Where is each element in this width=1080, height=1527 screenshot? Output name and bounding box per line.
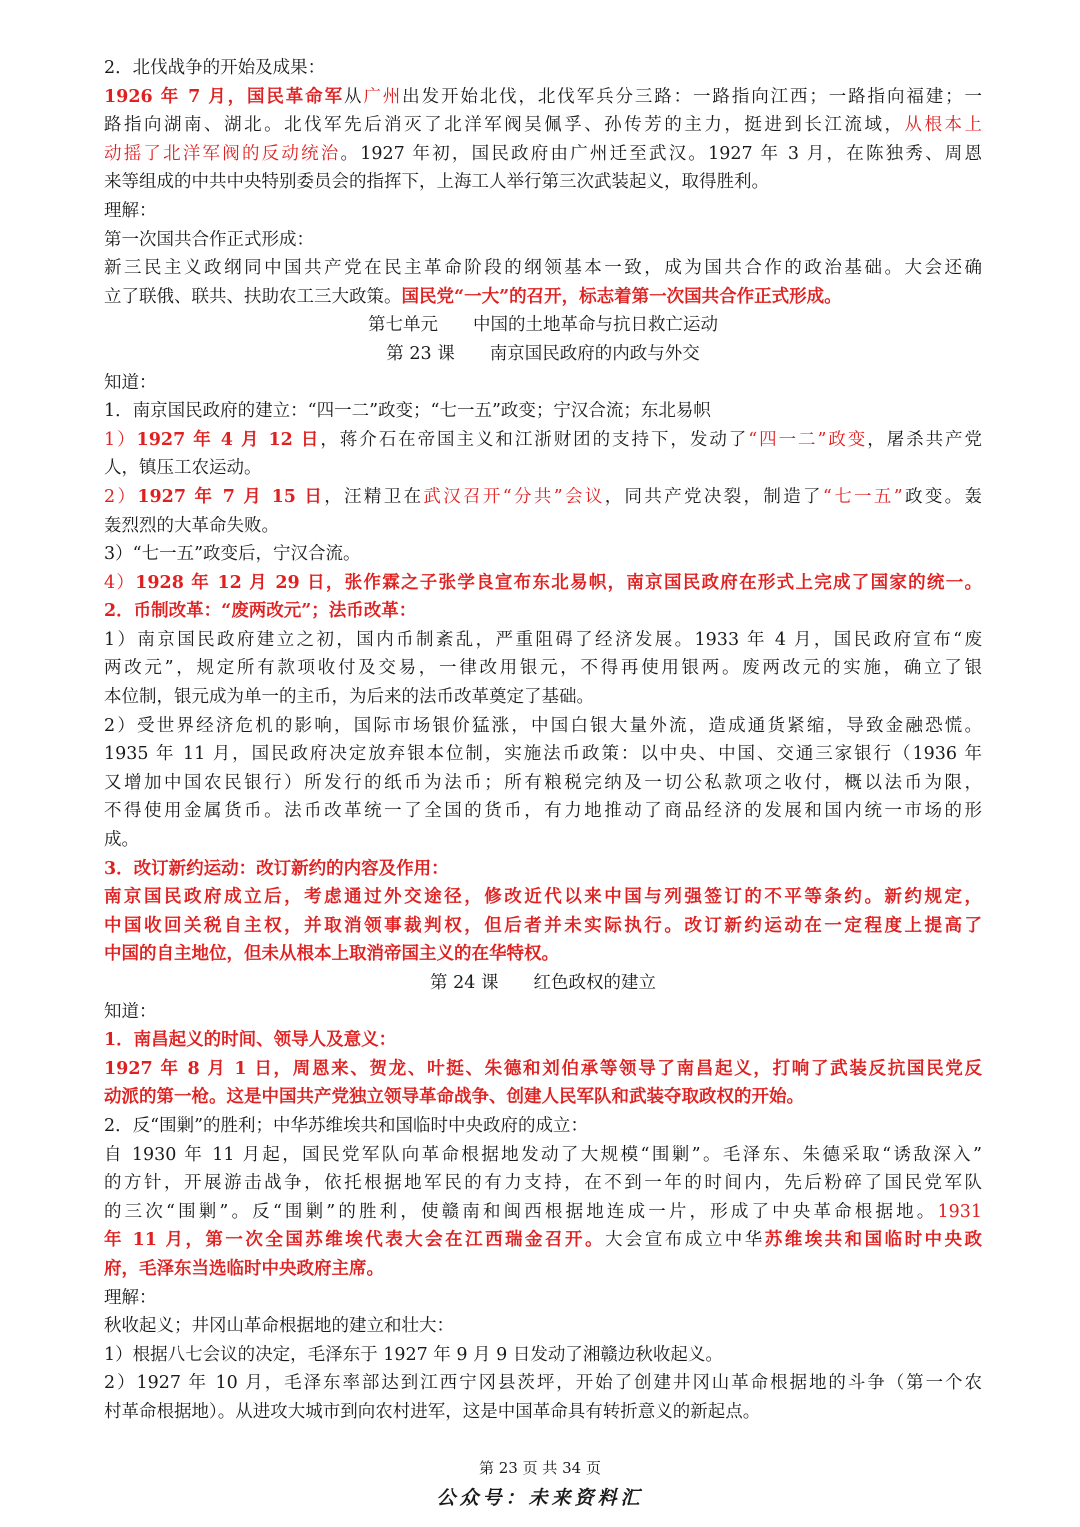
highlighted-text: 苏维埃共和国临时中央政	[764, 1230, 983, 1251]
highlighted-text: 1．南昌起义的时间、领导人及意义：	[104, 1030, 397, 1051]
highlighted-text: “四一二”政变	[748, 429, 868, 450]
text-line	[104, 940, 982, 969]
page-number: 第 23 页 共 34 页	[478, 1459, 601, 1477]
text-line	[104, 826, 982, 855]
text-line	[104, 340, 982, 369]
document-body	[104, 54, 982, 1427]
text-segment: 知道：	[104, 372, 157, 393]
text-line	[104, 254, 982, 283]
highlighted-text: 年 11 月，第一次全国苏维埃代表大会在江西瑞金召开。	[104, 1230, 605, 1251]
highlighted-text: “七一五”	[822, 486, 903, 507]
highlighted-text: 4）	[104, 572, 136, 593]
text-segment: 立了联俄、联共、扶助农工三大政策。	[104, 286, 402, 307]
text-line	[104, 740, 982, 769]
text-segment: 2）1927 年 10 月，毛泽东率部达到江西宁冈县茨坪，开始了创建井冈山革命根据地的斗争（第一个农	[104, 1373, 982, 1394]
text-line	[104, 626, 982, 655]
text-segment: 村革命根据地）。从进攻大城市到向农村进军，这是中国革命具有转折意义的新起点。	[104, 1401, 761, 1422]
highlighted-text: 动派的第一枪。这是中国共产党独立领导革命战争、创建人民军队和武装夺取政权的开始。	[104, 1087, 804, 1108]
text-line	[104, 83, 982, 112]
text-line	[104, 1169, 982, 1198]
text-segment: 轰烈烈的大革命失败。	[104, 515, 279, 536]
text-line	[104, 540, 982, 569]
text-line	[104, 512, 982, 541]
text-line	[104, 855, 982, 884]
text-segment: 理解：	[104, 200, 157, 221]
text-segment: 人，镇压工农运动。	[104, 458, 262, 479]
brand-watermark: 公众号：未来资料汇	[436, 1487, 644, 1509]
text-line	[104, 683, 982, 712]
text-segment: 又增加中国农民银行）所发行的纸币为法币；所有粮税完纳及一切公私款项之收付，概以法币为限，	[104, 772, 982, 793]
text-line	[104, 1026, 982, 1055]
highlighted-text: 广州	[363, 86, 403, 107]
text-line	[104, 311, 982, 340]
text-segment: 1）根据八七会议的决定，毛泽东于 1927 年 9 月 9 日发动了湘赣边秋收起义。	[104, 1344, 723, 1365]
text-segment: 。1927 年初，国民政府由广州迁至武汉。1927 年 3 月，在陈独秀、周恩	[340, 143, 982, 164]
text-line	[104, 454, 982, 483]
highlighted-text: 2．币制改革：“废两改元”；法币改革：	[104, 601, 417, 622]
highlighted-text: 2）	[104, 486, 138, 507]
text-line	[104, 283, 982, 312]
text-segment: 来等组成的中共中央特别委员会的指挥下，上海工人举行第三次武装起义，取得胜利。	[104, 172, 769, 193]
text-line	[104, 998, 982, 1027]
text-line	[104, 797, 982, 826]
highlighted-text: 中国收回关税自主权，并取消领事裁判权，但后者并未实际执行。改订新约运动在一定程度上提高了	[104, 915, 982, 936]
text-segment: 两改元”，规定所有款项收付及交易，一律改用银元，不得再使用银两。废两改元的实施，确立了银	[104, 658, 982, 679]
text-line	[104, 569, 982, 598]
text-segment: 知道：	[104, 1001, 157, 1022]
text-line	[104, 1369, 982, 1398]
text-line	[104, 912, 982, 941]
highlighted-text: 府，毛泽东当选临时中央政府主席。	[104, 1258, 384, 1279]
highlighted-text: 1927 年 7 月 15 日	[137, 486, 325, 507]
highlighted-text: 动摇了北洋军阀的反动统治	[104, 143, 341, 164]
highlighted-text: 1927 年 4 月 12 日	[136, 429, 321, 450]
text-line	[104, 397, 982, 426]
text-segment: 成。	[104, 830, 139, 851]
text-segment: 不得使用金属货币。法币改革统一了全国的货币，有力地推动了商品经济的发展和国内统一市场的形	[104, 801, 982, 822]
text-line	[104, 1398, 982, 1427]
highlighted-text: 1926 年 7 月，国民革命军	[104, 86, 344, 107]
text-segment: 第七单元 中国的土地革命与抗日救亡运动	[368, 315, 718, 336]
text-line	[104, 1312, 982, 1341]
text-segment: 自 1930 年 11 月起，国民党军队向革命根据地发动了大规模“围剿”。毛泽东、朱德采取“诱敌深入”	[104, 1144, 982, 1165]
text-line	[104, 197, 982, 226]
text-line	[104, 168, 982, 197]
text-line	[104, 1055, 982, 1084]
text-line	[104, 1255, 982, 1284]
highlighted-text: 3．改订新约运动：改订新约的内容及作用：	[104, 858, 449, 879]
text-segment: 的方针，开展游击战争，依托根据地军民的有力支持，在不到一年的时间内，先后粉碎了国民党军队	[104, 1173, 982, 1194]
highlighted-text: 中国的自主地位，但未从根本上取消帝国主义的在华特权。	[104, 944, 559, 965]
highlighted-text: 南京国民政府成立后，考虑通过外交途径，修改近代以来中国与列强签订的不平等条约。新约规定，	[104, 887, 982, 908]
text-segment: 2．反“围剿”的胜利；中华苏维埃共和国临时中央政府的成立：	[104, 1115, 589, 1136]
text-line	[104, 426, 982, 455]
text-segment: 2）受世界经济危机的影响，国际市场银价猛涨，中国白银大量外流，造成通货紧缩，导致金融恐慌。	[104, 715, 982, 736]
text-line	[104, 140, 982, 169]
text-segment: 第一次国共合作正式形成：	[104, 229, 314, 250]
text-segment: ，汪精卫在	[324, 486, 424, 507]
text-line	[104, 1112, 982, 1141]
text-segment: 1）南京国民政府建立之初，国内币制紊乱，严重阻碍了经济发展。1933 年 4 月，国民政府宣布“废	[104, 629, 982, 650]
highlighted-text: 1931	[937, 1201, 982, 1222]
text-segment: 出发开始北伐，北伐军兵分三路：一路指向江西；一路指向福建；一	[402, 86, 983, 107]
text-line	[104, 1083, 982, 1112]
text-segment: 本位制，银元成为单一的主币，为后来的法币改革奠定了基础。	[104, 687, 594, 708]
text-line	[104, 111, 982, 140]
highlighted-text: 武汉召开“分共”会议	[423, 486, 605, 507]
text-segment: 政变。轰	[902, 486, 983, 507]
text-segment: 第 24 课 红色政权的建立	[430, 973, 656, 993]
highlighted-text: 1928 年 12 月 29 日，张作霖之子张学良宣布东北易帜，南京国民政府在形式上完成了国家的统一。	[135, 572, 982, 593]
text-line	[104, 483, 982, 512]
highlighted-text: 1927 年 8 月 1 日，周恩来、贺龙、叶挺、朱德和刘伯承等领导了南昌起义，打响了武装反抗国民党反	[104, 1058, 982, 1079]
text-segment: 1935 年 11 月，国民政府决定放弃银本位制，实施法币政策：以中央、中国、交通三家银行（1936 年	[104, 744, 982, 765]
text-line	[104, 597, 982, 626]
text-segment: 理解：	[104, 1287, 157, 1308]
text-line	[104, 654, 982, 683]
text-segment: 第 23 课 南京国民政府的内政与外交	[386, 343, 700, 364]
text-segment: ，蒋介石在帝国主义和江浙财团的支持下，发动了	[320, 429, 749, 450]
text-segment: ，同共产党决裂，制造了	[604, 486, 823, 507]
text-segment: 1．南京国民政府的建立：“四一二”政变；“七一五”政变；宁汉合流；东北易帜	[104, 401, 711, 422]
text-segment: 路指向湖南、湖北。北伐军先后消灭了北洋军阀吴佩孚、孙传芳的主力，挺进到长江流域，	[104, 115, 905, 136]
text-segment: ，屠杀共产党	[867, 429, 983, 450]
highlighted-text: 国民党“一大”的召开，标志着第一次国共合作正式形成。	[401, 286, 842, 307]
text-line	[104, 226, 982, 255]
text-line	[104, 54, 982, 83]
text-line	[104, 1341, 982, 1370]
text-line	[104, 1198, 982, 1227]
text-segment: 从	[343, 86, 364, 107]
text-line	[104, 883, 982, 912]
text-segment: 新三民主义政纲同中国共产党在民主革命阶段的纲领基本一致，成为国共合作的政治基础。大会还确	[104, 258, 982, 279]
text-line	[104, 1226, 982, 1255]
highlighted-text: 从根本上	[904, 115, 983, 136]
text-line	[104, 1141, 982, 1170]
text-segment: 2．北伐战争的开始及成果：	[104, 58, 326, 78]
text-line	[104, 769, 982, 798]
text-segment: 的三次“围剿”。反“围剿”的胜利，使赣南和闽西根据地连成一片，形成了中央革命根据地。	[104, 1201, 938, 1222]
text-line	[104, 1284, 982, 1313]
highlighted-text: 1）	[104, 429, 137, 450]
text-segment: 大会宣布成立中华	[604, 1230, 765, 1251]
text-line	[104, 369, 982, 398]
text-segment: 秋收起义；井冈山革命根据地的建立和壮大：	[104, 1316, 454, 1337]
text-line	[104, 969, 982, 998]
text-line	[104, 712, 982, 741]
text-segment: 3）“七一五”政变后，宁汉合流。	[104, 544, 361, 565]
